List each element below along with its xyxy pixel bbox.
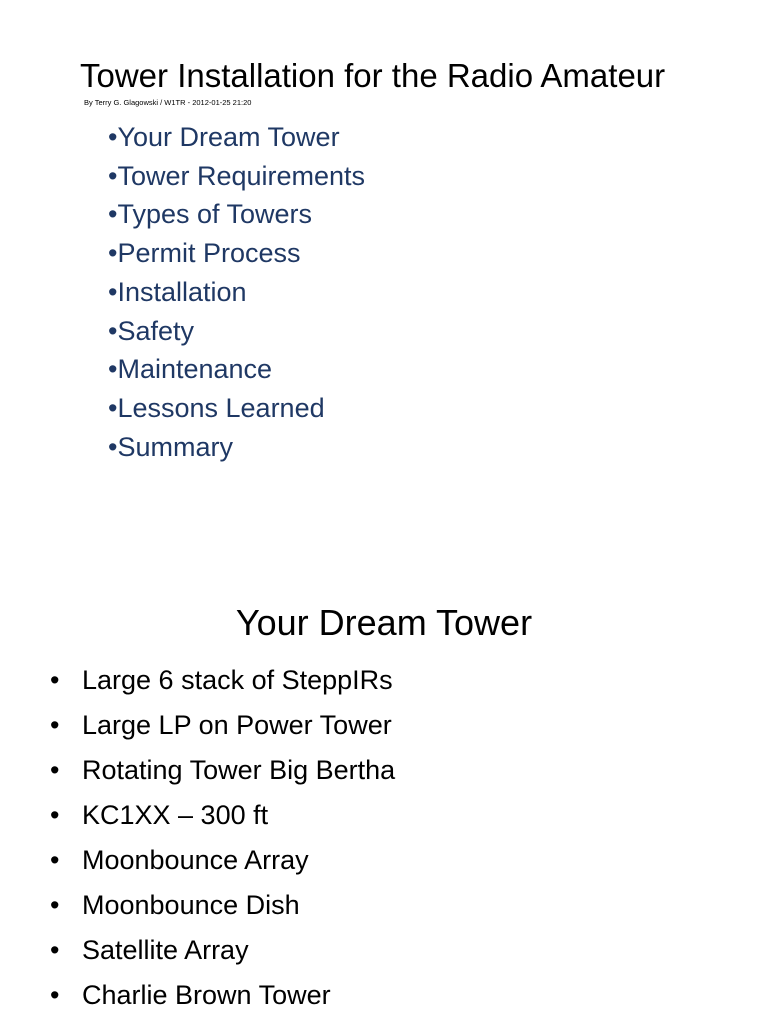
- bullet: •: [50, 935, 60, 965]
- list-item-text: Safety: [117, 315, 194, 346]
- dream-tower-list: [50, 658, 395, 1018]
- list-item: [108, 389, 365, 428]
- list-item-text: Tower Requirements: [117, 160, 366, 191]
- bullet: •: [108, 199, 118, 230]
- list-item-text: Installation: [117, 276, 247, 307]
- list-item-text: Moonbounce Array: [82, 845, 309, 875]
- slide-dream-tower: [0, 560, 768, 1024]
- bullet: •: [50, 665, 60, 695]
- bullet: •: [50, 890, 60, 920]
- list-item: [108, 428, 365, 467]
- list-item-text: Types of Towers: [117, 199, 313, 230]
- list-item: [108, 312, 365, 351]
- list-item: [108, 157, 365, 196]
- list-item: [108, 195, 365, 234]
- bullet: •: [50, 800, 60, 830]
- list-item: [108, 234, 365, 273]
- bullet: •: [108, 315, 118, 346]
- list-item-text: Rotating Tower Big Bertha: [82, 755, 396, 785]
- list-item-text: Maintenance: [117, 354, 273, 385]
- list-item: [108, 350, 365, 389]
- list-item-text: Large 6 stack of SteppIRs: [82, 665, 393, 695]
- list-item: [50, 748, 395, 793]
- list-item-text: Lessons Learned: [117, 392, 325, 423]
- list-item: [50, 973, 395, 1018]
- list-item: [50, 793, 395, 838]
- list-item: [108, 273, 365, 312]
- slide-title: Your Dream Tower: [235, 602, 533, 643]
- bullet: •: [108, 238, 118, 269]
- bullet: •: [108, 392, 118, 423]
- list-item-text: KC1XX – 300 ft: [82, 800, 269, 830]
- bullet: •: [108, 431, 118, 462]
- bullet: •: [108, 354, 118, 385]
- list-item-text: Satellite Array: [82, 935, 249, 965]
- bullet: •: [108, 276, 118, 307]
- list-item: [50, 838, 395, 883]
- list-item-text: Summary: [117, 431, 233, 462]
- bullet: •: [108, 160, 118, 191]
- list-item-text: Moonbounce Dish: [82, 890, 300, 920]
- list-item-text: Permit Process: [117, 238, 301, 269]
- bullet: •: [50, 980, 60, 1010]
- list-item-text: Your Dream Tower: [117, 122, 340, 152]
- list-item: [108, 118, 365, 157]
- author-byline: By Terry G. Glagowski / W1TR - 2012-01-25 21:20: [84, 98, 252, 107]
- list-item: [50, 883, 395, 928]
- list-item-text: Large LP on Power Tower: [82, 710, 392, 740]
- list-item: [50, 703, 395, 748]
- list-item-text: Charlie Brown Tower: [82, 980, 331, 1010]
- list-item: [50, 928, 395, 973]
- slide-title: Tower Installation for the Radio Amateur: [80, 57, 666, 94]
- bullet: •: [108, 122, 118, 152]
- bullet: •: [50, 755, 60, 785]
- bullet: •: [50, 845, 60, 875]
- list-item: [50, 658, 395, 703]
- agenda-list: [108, 118, 365, 466]
- bullet: •: [50, 710, 60, 740]
